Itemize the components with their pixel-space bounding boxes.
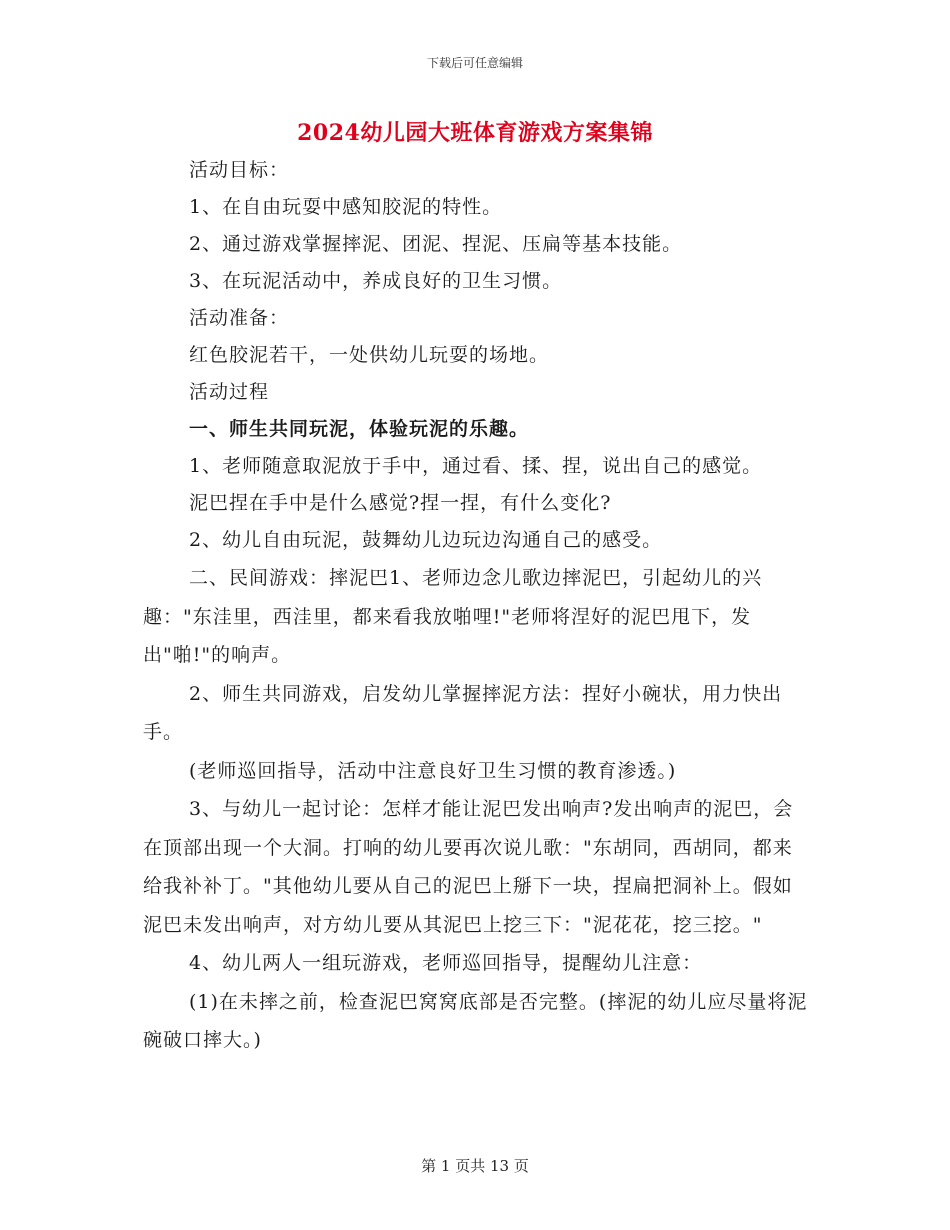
- goal-item-3: 3、在玩泥活动中，养成良好的卫生习惯。: [189, 270, 563, 292]
- goal-item-1: 1、在自由玩耍中感知胶泥的特性。: [189, 196, 503, 218]
- process-part-2-step-3: 3、与幼儿一起讨论：怎样才能让泥巴发出响声?发出响声的泥巴，会在顶部出现一个大洞。打响的幼儿要再次说儿歌："东胡同，西胡同，都来给我补补丁。"其他幼儿要从自己的泥巴上掰下一块，捏扁把洞补上。假如泥巴未发出响声，对方幼儿要从其泥巴上挖三下："泥花花，挖三挖。": [143, 798, 794, 936]
- preparation-text: 红色胶泥若干，一处供幼儿玩耍的场地。: [189, 344, 550, 366]
- section-heading-preparation: 活动准备：: [189, 307, 290, 329]
- goal-item-2: 2、通过游戏掌握摔泥、团泥、捏泥、压扁等基本技能。: [189, 233, 683, 255]
- document-title: 2024幼儿园大班体育游戏方案集锦: [297, 120, 653, 146]
- process-step-2: 2、幼儿自由玩泥，鼓舞幼儿边玩边沟通自己的感受。: [189, 529, 663, 551]
- section-heading-goals: 活动目标：: [189, 159, 290, 181]
- section-heading-process: 活动过程: [189, 381, 270, 403]
- process-part-2-folk-game: 二、民间游戏：摔泥巴1、老师边念儿歌边摔泥巴，引起幼儿的兴趣："东洼里，西洼里，都来看我放啪哩!"老师将涅好的泥巴甩下，发出"啪!"的响声。: [143, 567, 763, 666]
- document-body: [143, 152, 808, 1060]
- process-part-2-step-2: 2、师生共同游戏，启发幼儿掌握摔泥方法：捏好小碗状，用力快出手。: [143, 682, 783, 743]
- page-header-note: 下载后可任意编辑: [426, 56, 523, 70]
- process-step-1-question: 泥巴捏在手中是什么感觉?捏一捏，有什么变化?: [189, 492, 612, 514]
- process-part-2-step-4-item-1: (1)在未摔之前，检查泥巴窝窝底部是否完整。(摔泥的幼儿应尽量将泥碗破口摔大。): [143, 990, 808, 1051]
- process-part-2-note: (老师巡回指导，活动中注意良好卫生习惯的教育渗透。): [189, 759, 677, 782]
- process-part-2-step-4: 4、幼儿两人一组玩游戏，老师巡回指导，提醒幼儿注意：: [189, 952, 703, 974]
- process-part-1-heading: 一、师生共同玩泥，体验玩泥的乐趣。: [189, 418, 530, 440]
- process-step-1: 1、老师随意取泥放于手中，通过看、揉、捏，说出自己的感觉。: [189, 455, 763, 477]
- page-footer-number: 第 1 页共 13 页: [421, 1157, 529, 1175]
